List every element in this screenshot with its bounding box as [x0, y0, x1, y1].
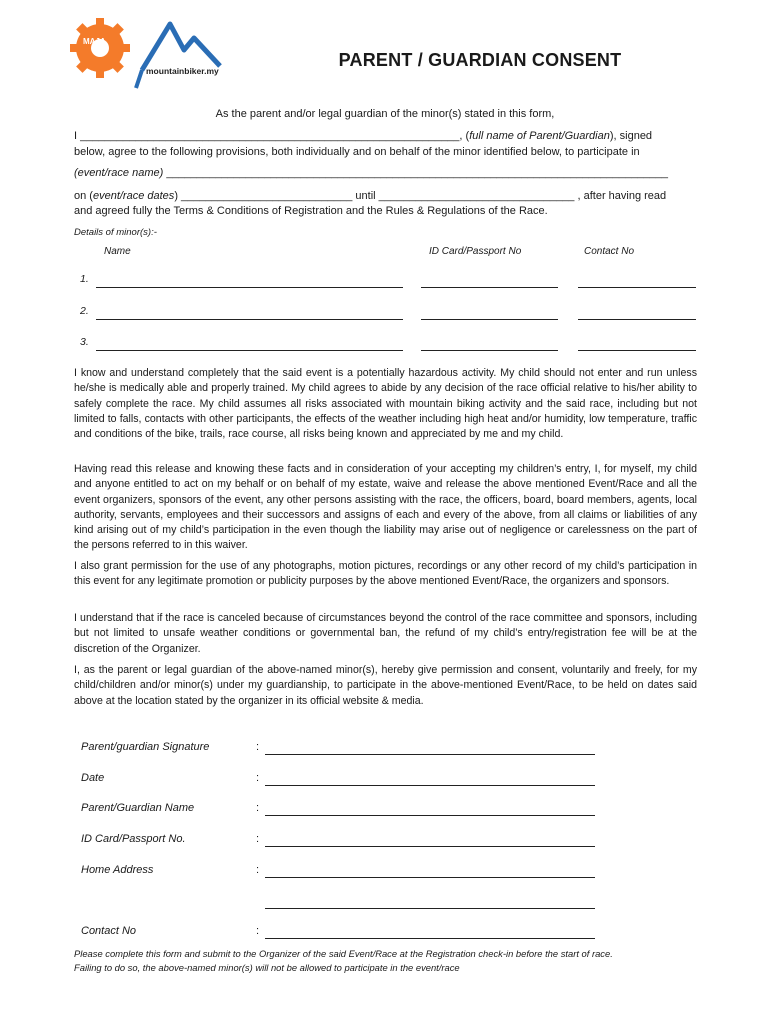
row-number: 1.	[80, 273, 89, 285]
paragraph-release: Having read this release and knowing these facts and in consideration of your accepting my children’s entry, I, for myself, my child and anyone entitled to act on my behalf or on behalf of my estate, waive and release the above mentioned Event/Race and all the event organizers, sponsors of the event, any other persons assisting with the race, the officers, board, board members, agents, local authority, servants, employees and their successors and assigns of each and every of the above, from all claims or liabilities of any kind arising out of my child’s participation in the even though the liability may arise out of negligence or carelessness on the part of the persons referred to in this waiver.	[74, 463, 697, 552]
footer-line-1: Please complete this form and submit to the Organizer of the said Event/Race at the Registration check-in before the start of race.	[74, 948, 613, 959]
colon: :	[256, 864, 260, 876]
logo-graphic	[70, 14, 250, 94]
contact-no-label: Contact No	[81, 925, 137, 937]
intro-line-3: below, agree to the following provisions, both individually and on behalf of the minor identified below, to participate in	[74, 146, 640, 158]
footer-line-2: Failing to do so, the above-named minor(s) will not be allowed to participate in the event/race	[74, 962, 460, 973]
intro-line-1: As the parent and/or legal guardian of the minor(s) stated in this form,	[215, 108, 555, 120]
event-name-blank[interactable]: __________________________________________________________________________________	[166, 167, 668, 179]
comma: ,	[459, 130, 463, 142]
date-field[interactable]	[265, 785, 595, 786]
minor-contact-field[interactable]	[578, 350, 696, 351]
colon: :	[256, 772, 260, 784]
paragraph-consent: I, as the parent or legal guardian of the above-named minor(s), hereby give permission and consent, voluntarily and freely, for my child/children and/or minor(s) under my guardianship, to participate in the above-mentioned Event/Race, to be held on dates said above at the location stated by the organizer in its official website & media.	[74, 664, 697, 707]
intro-i: I	[74, 130, 78, 142]
minor-row	[0, 273, 770, 303]
minor-contact-field[interactable]	[578, 319, 696, 320]
until-text: until	[355, 190, 376, 202]
minor-id-field[interactable]	[421, 319, 558, 320]
date-label: Date	[81, 772, 105, 784]
minor-name-field[interactable]	[96, 319, 403, 320]
event-name-label: (event/race name)	[74, 167, 164, 179]
after-having-text: , after having read	[577, 190, 667, 202]
signature-label: Parent/guardian Signature	[81, 741, 210, 753]
minors-heading: Details of minor(s):-	[74, 227, 157, 238]
id-card-field[interactable]	[265, 846, 595, 847]
id-card-label: ID Card/Passport No.	[81, 833, 186, 845]
mountain-icon	[136, 24, 220, 88]
start-date-blank[interactable]: ____________________________	[181, 190, 353, 202]
colon: :	[256, 833, 260, 845]
colon: :	[256, 802, 260, 814]
guardian-name-label: Parent/Guardian Name	[81, 802, 195, 814]
paragraph-risk: I know and understand completely that the said event is a potentially hazardous activity. My child should not enter and run unless he/she is medically able and properly trained. My child agrees to abide by any decision of the race official relative to his/her ability to safely complete the race. My child assumes all risks associated with mountain biking activity and the said race, including but not limited to falls, contacts with other participants, the effects of the weather including high heat and/or humidity, low temperature, traffic and conditions of the bike, trails, race course, all risks being known and appreciated by me and my child.	[74, 367, 697, 441]
minor-row	[0, 336, 770, 366]
event-name-line	[74, 167, 668, 179]
home-address-field-1[interactable]	[265, 877, 595, 878]
event-dates-label: event/race dates	[92, 190, 175, 202]
col-contact-header: Contact No	[584, 246, 635, 257]
row-number: 2.	[80, 305, 89, 317]
minor-row	[0, 305, 770, 335]
colon: :	[256, 741, 260, 753]
end-date-blank[interactable]: ________________________________	[378, 190, 575, 202]
signature-field[interactable]	[265, 754, 595, 755]
col-id-header: ID Card/Passport No	[429, 246, 522, 257]
guardian-name-field[interactable]	[265, 815, 595, 816]
row-number: 3.	[80, 336, 89, 348]
home-address-field-2[interactable]	[265, 908, 595, 909]
minor-name-field[interactable]	[96, 350, 403, 351]
full-name-hint: full name of Parent/Guardian	[469, 130, 610, 142]
on-prefix: on (	[74, 190, 93, 202]
event-dates-line	[74, 190, 666, 202]
minor-name-field[interactable]	[96, 287, 403, 288]
minor-id-field[interactable]	[421, 350, 558, 351]
colon: :	[256, 925, 260, 937]
intro-name-line	[74, 130, 698, 142]
logo	[70, 14, 250, 94]
col-name-header: Name	[104, 246, 131, 257]
contact-no-field[interactable]	[265, 938, 595, 939]
paren-open: (	[465, 130, 470, 142]
paragraph-media: I also grant permission for the use of any photographs, motion pictures, recordings or any other record of my child’s participation in this event for any legitimate promotion or publicity purposes by the above mentioned Event/Race, the organizers and sponsors.	[74, 560, 697, 588]
gear-icon	[70, 18, 130, 78]
page-title: PARENT / GUARDIAN CONSENT	[338, 50, 622, 70]
intro-line-6: and agreed fully the Terms & Conditions of Registration and the Rules & Regulations of the Race.	[74, 205, 548, 217]
home-address-label: Home Address	[81, 864, 154, 876]
on-suffix: )	[174, 190, 178, 202]
logo-brand-site: mountainbiker.my	[146, 66, 219, 76]
minor-contact-field[interactable]	[578, 287, 696, 288]
signed-text: ), signed	[609, 130, 653, 142]
parent-name-blank[interactable]: ______________________________________________________________	[80, 130, 460, 142]
paragraph-refund: I understand that if the race is canceled because of circumstances beyond the control of the race committee and sponsors, including but not limited to unsafe weather conditions or governmental ban, the refund of my child’s entry/registration fee will be at the discretion of the Organizer.	[74, 612, 697, 655]
footer-note	[74, 947, 714, 975]
minor-id-field[interactable]	[421, 287, 558, 288]
logo-brand-maja: MAJA	[83, 37, 106, 46]
